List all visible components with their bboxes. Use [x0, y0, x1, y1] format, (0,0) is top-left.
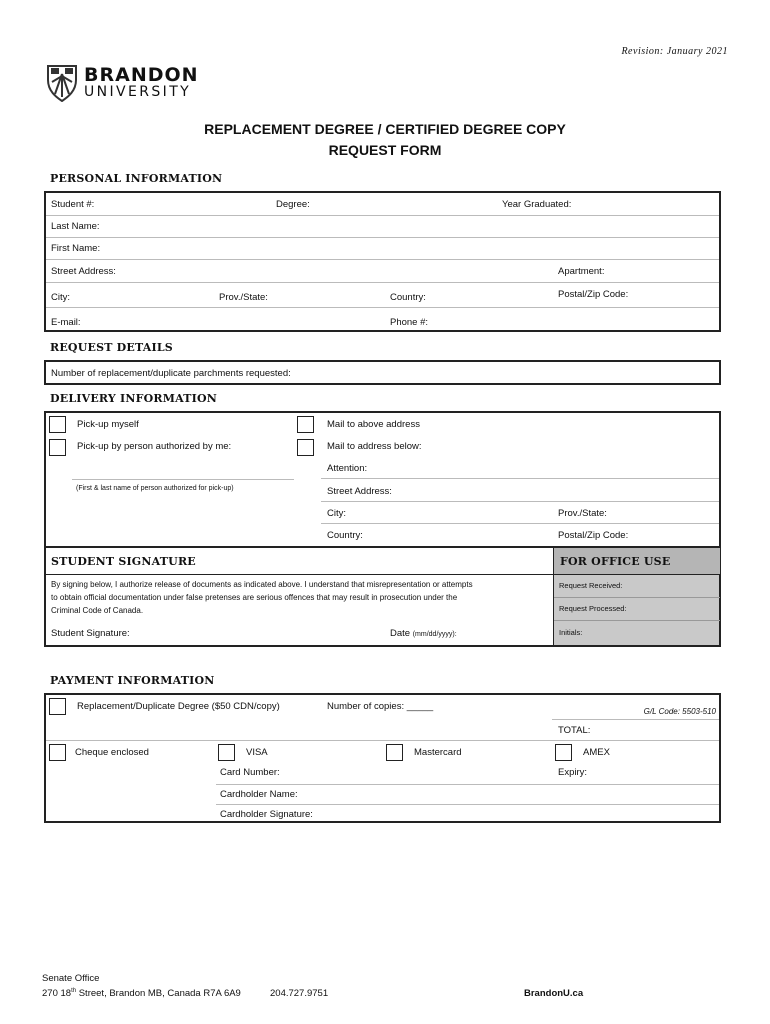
personal-row-6 — [46, 308, 719, 332]
section-heading-delivery: DELIVERY INFORMATION — [50, 392, 218, 405]
footer-address-street: Street, Brandon MB, Canada R7A 6A9 — [76, 988, 241, 1000]
country-field[interactable]: Country: — [390, 292, 426, 303]
mail-above-label: Mail to above address — [327, 419, 420, 430]
visa-label: VISA — [246, 747, 268, 758]
email-field[interactable]: E-mail: — [51, 317, 81, 328]
mail-row-city — [321, 502, 719, 524]
mail-row-country — [321, 524, 719, 546]
form-title-line2: REQUEST FORM — [328, 142, 442, 158]
logo-wordmark-university: UNIVERSITY — [84, 84, 192, 100]
street-address-field[interactable]: Street Address: — [51, 266, 116, 277]
pickup-authorized-checkbox[interactable] — [49, 439, 66, 456]
delivery-country-field[interactable]: Country: — [327, 530, 363, 541]
office-use-header — [554, 548, 720, 575]
mastercard-label: Mastercard — [414, 747, 462, 758]
cheque-label: Cheque enclosed — [75, 747, 149, 758]
personal-row-4 — [46, 260, 719, 283]
mail-options — [321, 413, 719, 546]
section-heading-payment: PAYMENT INFORMATION — [50, 674, 215, 687]
cheque-checkbox[interactable] — [49, 744, 66, 761]
office-use-panel — [553, 548, 719, 645]
office-row-received — [554, 575, 720, 598]
cardholder-signature-row — [216, 805, 719, 821]
personal-row-3 — [46, 238, 719, 260]
degree-field[interactable]: Degree: — [276, 199, 310, 210]
pickup-self-checkbox[interactable] — [49, 416, 66, 433]
university-crest-icon — [46, 64, 78, 102]
amex-label: AMEX — [583, 747, 610, 758]
total-cell — [552, 719, 719, 740]
logo-wordmark-brandon: BRANDON — [84, 64, 199, 86]
cardholder-signature-field[interactable]: Cardholder Signature: — [220, 809, 313, 820]
footer-address — [42, 988, 241, 999]
cardholder-name-row — [216, 785, 719, 805]
request-details-box — [44, 360, 721, 385]
year-graduated-field[interactable]: Year Graduated: — [502, 199, 572, 210]
total-field[interactable]: TOTAL: — [558, 725, 591, 736]
apartment-field[interactable]: Apartment: — [558, 266, 605, 277]
personal-info-box — [44, 191, 721, 332]
amex-checkbox[interactable] — [555, 744, 572, 761]
authorized-person-hint: (First & last name of person authorized for pick-up) — [76, 485, 234, 492]
office-row-initials — [554, 621, 720, 645]
request-received-field: Request Received: — [559, 581, 623, 590]
delivery-street-field[interactable]: Street Address: — [327, 486, 392, 497]
mail-below-label: Mail to address below: — [327, 441, 422, 452]
prov-state-field[interactable]: Prov./State: — [219, 292, 268, 303]
delivery-postal-field[interactable]: Postal/Zip Code: — [558, 530, 629, 541]
mail-row-2 — [321, 435, 719, 457]
number-of-copies-field[interactable]: Number of copies: _____ — [327, 701, 434, 712]
authorized-person-line[interactable] — [72, 479, 294, 480]
footer-address-number: 270 18 — [42, 988, 72, 1000]
personal-row-1 — [46, 193, 719, 216]
city-field[interactable]: City: — [51, 292, 70, 303]
last-name-field[interactable]: Last Name: — [51, 221, 100, 232]
payment-info-box — [44, 693, 721, 823]
signature-box — [44, 546, 721, 647]
gl-code: G/L Code: 5503-510 — [643, 707, 716, 716]
phone-field[interactable]: Phone #: — [390, 317, 429, 328]
initials-field: Initials: — [559, 628, 583, 637]
first-name-field[interactable]: First Name: — [51, 243, 101, 254]
footer-office: Senate Office — [42, 973, 100, 984]
footer-address-suffix: th — [71, 988, 77, 994]
student-number-field[interactable]: Student #: — [51, 199, 95, 210]
personal-row-5 — [46, 283, 719, 308]
delivery-prov-field[interactable]: Prov./State: — [558, 508, 607, 519]
consent-statement-line3: Criminal Code of Canada. — [51, 606, 144, 615]
section-heading-personal: PERSONAL INFORMATION — [50, 172, 223, 185]
mail-row-attention — [321, 457, 719, 479]
footer-website-link[interactable]: BrandonU.ca — [524, 988, 584, 999]
signature-header — [46, 548, 553, 575]
footer-phone: 204.727.9751 — [270, 988, 329, 999]
expiry-field[interactable]: Expiry: — [558, 767, 588, 778]
mastercard-checkbox[interactable] — [386, 744, 403, 761]
pickup-self-label: Pick-up myself — [77, 419, 139, 430]
pickup-authorized-label: Pick-up by person authorized by me: — [77, 441, 232, 452]
mail-above-checkbox[interactable] — [297, 416, 314, 433]
revision-date: Revision: January 2021 — [621, 46, 728, 57]
postal-code-field[interactable]: Postal/Zip Code: — [558, 289, 629, 300]
signature-date-field[interactable] — [390, 628, 457, 639]
personal-row-2 — [46, 216, 719, 238]
visa-checkbox[interactable] — [218, 744, 235, 761]
date-format-hint: (mm/dd/yyyy): — [412, 631, 457, 638]
delivery-city-field[interactable]: City: — [327, 508, 346, 519]
replacement-degree-label: Replacement/Duplicate Degree ($50 CDN/copy) — [77, 701, 280, 712]
replacement-degree-checkbox[interactable] — [49, 698, 66, 715]
delivery-info-box — [44, 411, 721, 548]
date-label: Date — [390, 628, 411, 639]
card-number-row — [216, 763, 719, 785]
mail-below-checkbox[interactable] — [297, 439, 314, 456]
attention-field[interactable]: Attention: — [327, 463, 368, 474]
request-processed-field: Request Processed: — [559, 604, 627, 613]
mail-row-1 — [321, 413, 719, 435]
section-heading-request: REQUEST DETAILS — [50, 341, 173, 354]
card-number-field[interactable]: Card Number: — [220, 767, 280, 778]
office-row-processed — [554, 598, 720, 621]
form-title-line1: REPLACEMENT DEGREE / CERTIFIED DEGREE COPY — [204, 121, 566, 137]
section-heading-office: FOR OFFICE USE — [560, 555, 671, 568]
consent-statement-line1: By signing below, I authorize release of documents as indicated above. I understand that misrepresentation or attempts — [51, 580, 473, 589]
section-heading-signature: STUDENT SIGNATURE — [51, 555, 196, 568]
payment-divider — [46, 740, 719, 741]
student-signature-field[interactable]: Student Signature: — [51, 628, 130, 639]
cardholder-name-field[interactable]: Cardholder Name: — [220, 789, 298, 800]
parchments-requested-field[interactable]: Number of replacement/duplicate parchments requested: — [51, 368, 291, 379]
consent-statement-line2: to obtain official documentation under false pretenses are serious offences that may result in prosecution under the — [51, 593, 458, 602]
mail-row-street — [321, 479, 719, 502]
